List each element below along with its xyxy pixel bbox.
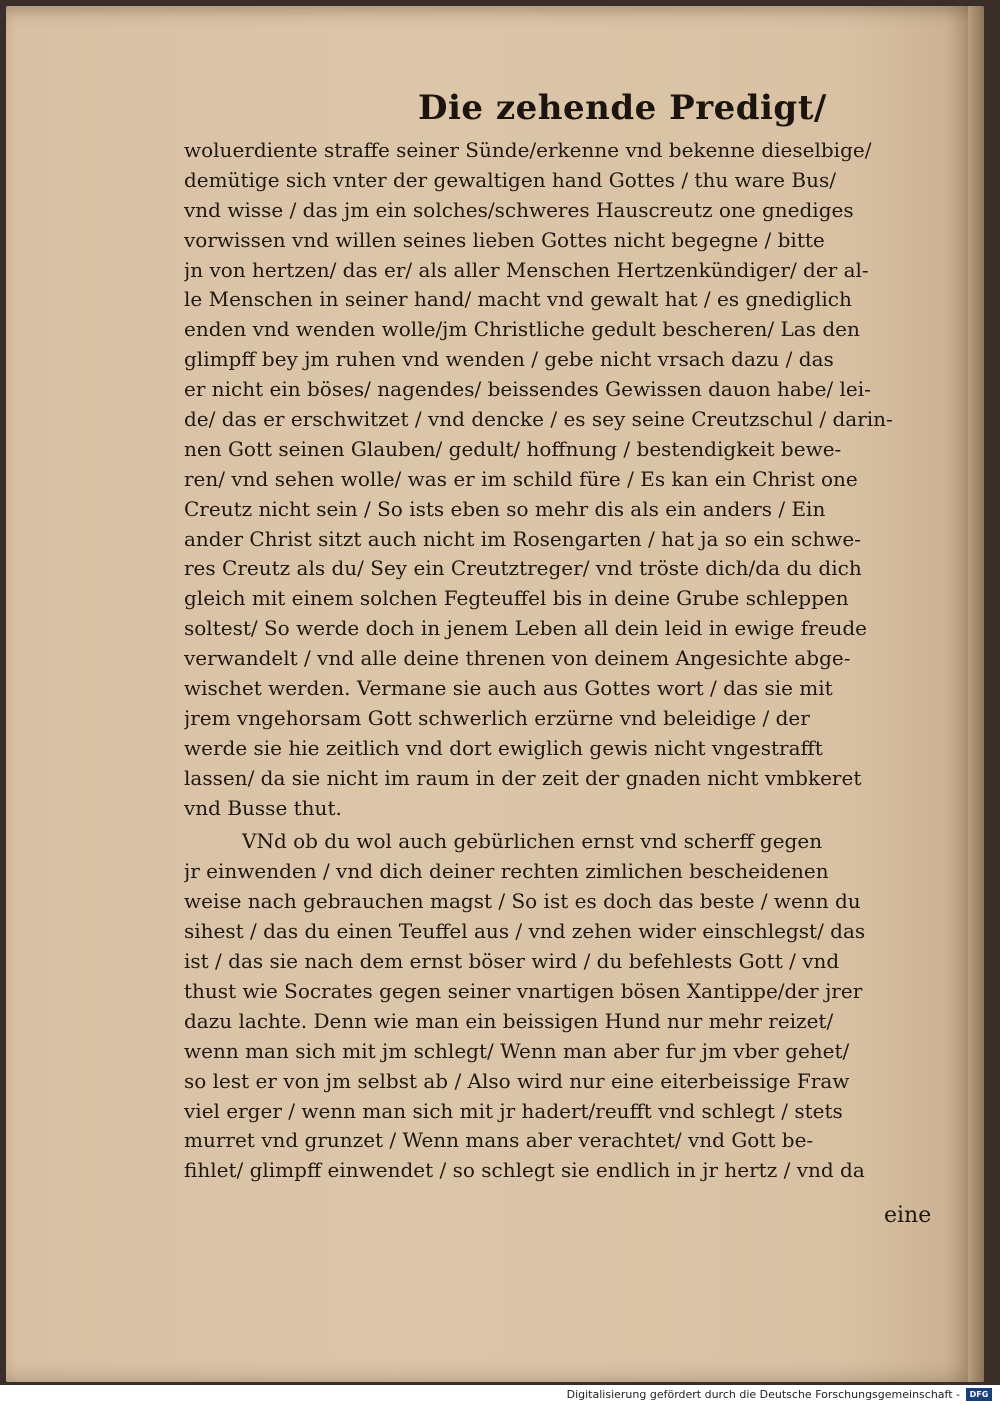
text-line: ren/ vnd sehen wolle/ was er im schild füre / Es kan ein Christ one [184, 466, 858, 491]
text-line: jr einwenden / vnd dich deiner rechten zimlichen bescheidenen [184, 859, 829, 884]
text-line: demütige sich vnter der gewaltigen hand Gottes / thu ware Bus/ [184, 167, 836, 192]
text-line: er nicht ein böses/ nagendes/ beissendes Gewissen dauon habe/ lei- [184, 377, 871, 402]
text-line: dazu lachte. Denn wie man ein beissigen Hund nur mehr reizet/ [184, 1008, 834, 1033]
text-line: verwandelt / vnd alle deine threnen von deinem Angesichte abge- [184, 646, 851, 671]
text-line: ander Christ sitzt auch nicht im Rosengarten / hat ja so ein schwe- [184, 526, 861, 551]
text-line: thust wie Socrates gegen seiner vnartigen bösen Xantippe/der jrer [184, 978, 863, 1003]
text-line: woluerdiente straffe seiner Sünde/erkenne vnd bekenne dieselbige/ [184, 138, 872, 162]
text-line: Creutz nicht sein / So ists eben so mehr dis als ein anders / Ein [184, 496, 826, 521]
text-line: wenn man sich mit jm schlegt/ Wenn man aber fur jm vber gehet/ [184, 1038, 850, 1063]
book-page [6, 6, 984, 1382]
text-line: gleich mit einem solchen Fegteuffel bis in deine Grube schleppen [184, 586, 849, 611]
text-line: fihlet/ glimpff einwendet / so schlegt sie endlich in jr hertz / vnd da [184, 1158, 865, 1183]
body-text [184, 136, 954, 1186]
text-line: glimpff bey jm ruhen vnd wenden / gebe nicht vrsach dazu / das [184, 347, 834, 372]
text-line: so lest er von jm selbst ab / Also wird nur eine eiterbeissige Fraw [184, 1068, 850, 1093]
text-line: res Creutz als du/ Sey ein Creutztreger/ vnd tröste dich/da du dich [184, 556, 862, 581]
text-line: soltest/ So werde doch in jenem Leben all dein leid in ewige freude [184, 616, 868, 641]
page-edge [968, 6, 984, 1382]
text-line: vorwissen vnd willen seines lieben Gottes nicht begegne / bitte [184, 227, 825, 252]
text-line: viel erger / wenn man sich mit jr hadert/reufft vnd schlegt / stets [184, 1098, 843, 1123]
funding-credit: Digitalisierung gefördert durch die Deutsche Forschungsgemeinschaft - [566, 1388, 960, 1401]
text-line: vnd wisse / das jm ein solches/schweres Hauscreutz one gnediges [184, 197, 854, 222]
text-line: enden vnd wenden wolle/jm Christliche gedult bescheren/ Las den [184, 317, 860, 342]
text-line: sihest / das du einen Teuffel aus / vnd zehen wider einschlegst/ das [184, 919, 866, 944]
text-line: de/ das er erschwitzet / vnd dencke / es sey seine Creutzschul / darin- [184, 407, 893, 432]
text-line: murret vnd grunzet / Wenn mans aber verachtet/ vnd Gott be- [184, 1128, 814, 1153]
dfg-logo-icon: DFG [966, 1388, 992, 1401]
catchword: eine [884, 1203, 932, 1228]
text-line: ist / das sie nach dem ernst böser wird / du befehlests Gott / vnd [184, 949, 840, 974]
text-line: lassen/ da sie nicht im raum in der zeit der gnaden nicht vmbkeret [184, 765, 862, 790]
text-line: nen Gott seinen Glauben/ gedult/ hoffnung / bestendigkeit bewe- [184, 436, 842, 461]
running-head: Die zehende Predigt/ [418, 88, 827, 128]
text-line: wischet werden. Vermane sie auch aus Gottes wort / das sie mit [184, 676, 833, 701]
text-line: werde sie hie zeitlich vnd dort ewiglich gewis nicht vngestrafft [184, 735, 823, 760]
text-line: jn von hertzen/ das er/ als aller Menschen Hertzenkündiger/ der al- [184, 257, 869, 282]
text-line: jrem vngehorsam Gott schwerlich erzürne vnd beleidige / der [184, 705, 810, 730]
footer-bar [0, 1385, 1000, 1405]
text-line: vnd Busse thut. [184, 795, 342, 820]
text-line: VNd ob du wol auch gebürlichen ernst vnd scherff gegen [242, 829, 823, 854]
text-line: le Menschen in seiner hand/ macht vnd gewalt hat / es gnediglich [184, 287, 852, 312]
text-line: weise nach gebrauchen magst / So ist es doch das beste / wenn du [184, 889, 861, 914]
